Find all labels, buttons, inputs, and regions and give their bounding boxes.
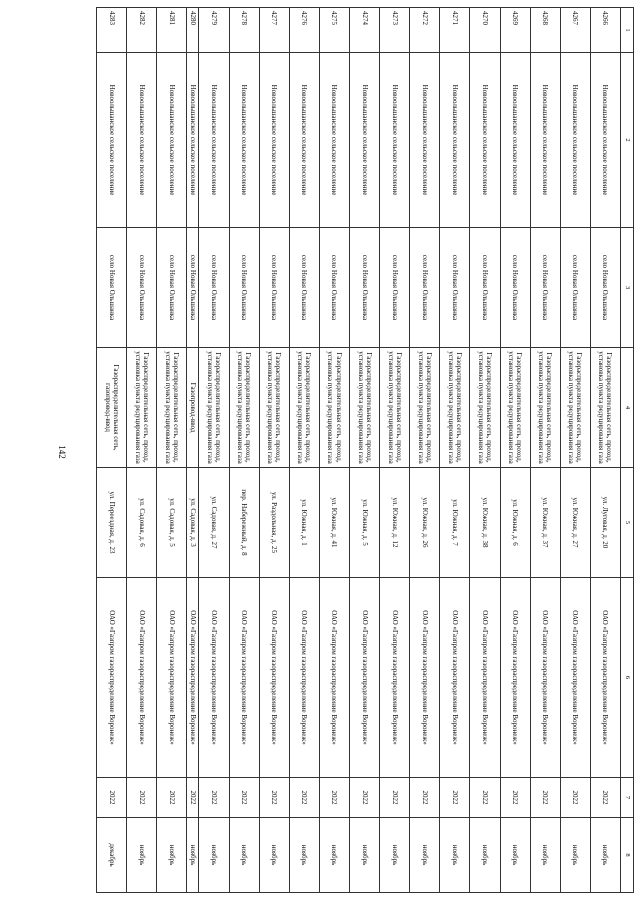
month-cell: ноябрь — [350, 818, 380, 893]
object-cell: Газораспределительная сеть, проход, установка пункта редуцирования газа — [560, 348, 590, 468]
row-number: 4282 — [127, 8, 157, 53]
column-header-1: 1 — [621, 8, 634, 53]
year-cell: 2022 — [380, 778, 410, 818]
year-cell: 2022 — [590, 778, 620, 818]
owner-cell: ОАО «Газпром газораспределение Воронеж» — [127, 578, 157, 778]
table-row — [440, 8, 470, 893]
owner-cell: ОАО «Газпром газораспределение Воронеж» — [289, 578, 319, 778]
object-cell: Газораспределительная сеть, проход, установка пункта редуцирования газа — [157, 348, 187, 468]
column-header-2: 2 — [621, 53, 634, 228]
table-row — [590, 8, 620, 893]
row-number: 4283 — [97, 8, 127, 53]
village-cell: село Новая Ольшанка — [319, 228, 349, 348]
table-row — [319, 8, 349, 893]
object-cell: Газораспределительная сеть, проход, установка пункта редуцирования газа — [259, 348, 289, 468]
data-table — [96, 7, 634, 893]
village-cell: село Новая Ольшанка — [127, 228, 157, 348]
village-cell: село Новая Ольшанка — [500, 228, 530, 348]
object-cell: Газораспределительная сеть, проход, установка пункта редуцирования газа — [380, 348, 410, 468]
object-cell: Газораспределительная сеть, проход, установка пункта редуцирования газа — [229, 348, 259, 468]
address-cell: ул. Южная, д. 12 — [380, 468, 410, 578]
address-cell: ул. Садовая, д. 6 — [127, 468, 157, 578]
object-cell: Газораспределительная сеть, проход, установка пункта редуцирования газа — [440, 348, 470, 468]
owner-cell: ОАО «Газпром газораспределение Воронеж» — [259, 578, 289, 778]
address-cell: ул. Южная, д. 26 — [410, 468, 440, 578]
year-cell: 2022 — [229, 778, 259, 818]
table-row — [97, 8, 127, 893]
owner-cell: ОАО «Газпром газораспределение Воронеж» — [500, 578, 530, 778]
settlement-cell: Новоольшанское сельское поселение — [97, 53, 127, 228]
column-header-6: 6 — [621, 578, 634, 778]
settlement-cell: Новоольшанское сельское поселение — [380, 53, 410, 228]
table-row — [187, 8, 199, 893]
village-cell: село Новая Ольшанка — [259, 228, 289, 348]
owner-cell: ОАО «Газпром газораспределение Воронеж» — [350, 578, 380, 778]
object-cell: Газораспределительная сеть, проход, установка пункта редуцирования газа — [410, 348, 440, 468]
village-cell: село Новая Ольшанка — [530, 228, 560, 348]
object-cell: Газораспределительная сеть, проход, установка пункта редуцирования газа — [500, 348, 530, 468]
row-number: 4281 — [157, 8, 187, 53]
village-cell: село Новая Ольшанка — [410, 228, 440, 348]
column-header-3: 3 — [621, 228, 634, 348]
row-number: 4276 — [289, 8, 319, 53]
column-header-5: 5 — [621, 468, 634, 578]
column-header-4: 4 — [621, 348, 634, 468]
object-cell: Газопровод-ввод — [187, 348, 199, 468]
month-cell: ноябрь — [199, 818, 229, 893]
year-cell: 2022 — [350, 778, 380, 818]
table-row — [380, 8, 410, 893]
row-number: 4266 — [590, 8, 620, 53]
row-number: 4270 — [470, 8, 500, 53]
year-cell: 2022 — [440, 778, 470, 818]
year-cell: 2022 — [560, 778, 590, 818]
owner-cell: ОАО «Газпром газораспределение Воронеж» — [560, 578, 590, 778]
month-cell: декабрь — [97, 818, 127, 893]
village-cell: село Новая Ольшанка — [97, 228, 127, 348]
village-cell: село Новая Ольшанка — [470, 228, 500, 348]
object-cell: Газораспределительная сеть, проход, установка пункта редуцирования газа — [199, 348, 229, 468]
address-cell: ул. Южная, д. 6 — [500, 468, 530, 578]
row-number: 4267 — [560, 8, 590, 53]
year-cell: 2022 — [500, 778, 530, 818]
owner-cell: ОАО «Газпром газораспределение Воронеж» — [97, 578, 127, 778]
owner-cell: ОАО «Газпром газораспределение Воронеж» — [319, 578, 349, 778]
settlement-cell: Новоольшанское сельское поселение — [259, 53, 289, 228]
object-cell: Газораспределительная сеть, проход, установка пункта редуцирования газа — [319, 348, 349, 468]
month-cell: ноябрь — [590, 818, 620, 893]
address-cell: ул. Южная, д. 7 — [440, 468, 470, 578]
year-cell: 2022 — [319, 778, 349, 818]
village-cell: село Новая Ольшанка — [440, 228, 470, 348]
address-cell: ул. Южная, д. 41 — [319, 468, 349, 578]
village-cell: село Новая Ольшанка — [380, 228, 410, 348]
settlement-cell: Новоольшанское сельское поселение — [199, 53, 229, 228]
month-cell: ноябрь — [187, 818, 199, 893]
month-cell: ноябрь — [440, 818, 470, 893]
address-cell: ул. Садовая, д. 3 — [187, 468, 199, 578]
table-row — [350, 8, 380, 893]
settlement-cell: Новоольшанское сельское поселение — [350, 53, 380, 228]
address-cell: ул. Луговая, д. 20 — [590, 468, 620, 578]
year-cell: 2022 — [259, 778, 289, 818]
month-cell: ноябрь — [500, 818, 530, 893]
village-cell: село Новая Ольшанка — [157, 228, 187, 348]
owner-cell: ОАО «Газпром газораспределение Воронеж» — [590, 578, 620, 778]
month-cell: ноябрь — [530, 818, 560, 893]
year-cell: 2022 — [97, 778, 127, 818]
village-cell: село Новая Ольшанка — [560, 228, 590, 348]
month-cell: ноябрь — [289, 818, 319, 893]
settlement-cell: Новоольшанское сельское поселение — [560, 53, 590, 228]
row-number: 4273 — [380, 8, 410, 53]
row-number: 4268 — [530, 8, 560, 53]
row-number: 4280 — [187, 8, 199, 53]
header-row — [621, 8, 634, 893]
month-cell: ноябрь — [259, 818, 289, 893]
year-cell: 2022 — [289, 778, 319, 818]
object-cell: Газораспределительная сеть, проход, установка пункта редуцирования газа — [127, 348, 157, 468]
year-cell: 2022 — [199, 778, 229, 818]
month-cell: ноябрь — [560, 818, 590, 893]
month-cell: ноябрь — [127, 818, 157, 893]
year-cell: 2022 — [157, 778, 187, 818]
table-row — [229, 8, 259, 893]
settlement-cell: Новоольшанское сельское поселение — [289, 53, 319, 228]
row-number: 4279 — [199, 8, 229, 53]
owner-cell: ОАО «Газпром газораспределение Воронеж» — [440, 578, 470, 778]
page-number: 142 — [57, 445, 67, 459]
village-cell: село Новая Ольшанка — [350, 228, 380, 348]
table-row — [470, 8, 500, 893]
table-row — [157, 8, 187, 893]
village-cell: село Новая Ольшанка — [590, 228, 620, 348]
settlement-cell: Новоольшанское сельское поселение — [470, 53, 500, 228]
year-cell: 2022 — [410, 778, 440, 818]
object-cell: Газораспределительная сеть, проход, установка пункта редуцирования газа — [350, 348, 380, 468]
object-cell: Газораспределительная сеть, проход, установка пункта редуцирования газа — [530, 348, 560, 468]
table-row — [500, 8, 530, 893]
table-row — [560, 8, 590, 893]
month-cell: ноябрь — [380, 818, 410, 893]
object-cell: Газораспределительная сеть, проход, установка пункта редуцирования газа — [289, 348, 319, 468]
table-row — [289, 8, 319, 893]
row-number: 4274 — [350, 8, 380, 53]
address-cell: ул. Южная, д. 37 — [530, 468, 560, 578]
table-row — [410, 8, 440, 893]
village-cell: село Новая Ольшанка — [229, 228, 259, 348]
owner-cell: ОАО «Газпром газораспределение Воронеж» — [229, 578, 259, 778]
owner-cell: ОАО «Газпром газораспределение Воронеж» — [199, 578, 229, 778]
year-cell: 2022 — [127, 778, 157, 818]
settlement-cell: Новоольшанское сельское поселение — [187, 53, 199, 228]
table-row — [199, 8, 229, 893]
owner-cell: ОАО «Газпром газораспределение Воронеж» — [410, 578, 440, 778]
village-cell: село Новая Ольшанка — [199, 228, 229, 348]
month-cell: ноябрь — [157, 818, 187, 893]
owner-cell: ОАО «Газпром газораспределение Воронеж» — [187, 578, 199, 778]
settlement-cell: Новоольшанское сельское поселение — [157, 53, 187, 228]
rotated-table-container — [96, 7, 634, 892]
year-cell: 2022 — [530, 778, 560, 818]
settlement-cell: Новоольшанское сельское поселение — [410, 53, 440, 228]
address-cell: ул. Садовая, д. 27 — [199, 468, 229, 578]
row-number: 4269 — [500, 8, 530, 53]
owner-cell: ОАО «Газпром газораспределение Воронеж» — [157, 578, 187, 778]
settlement-cell: Новоольшанское сельское поселение — [530, 53, 560, 228]
address-cell: ул. Раздольная, д. 25 — [259, 468, 289, 578]
address-cell: ул. Переездная, д. 23 — [97, 468, 127, 578]
year-cell: 2022 — [187, 778, 199, 818]
row-number: 4277 — [259, 8, 289, 53]
address-cell: ул. Южная, д. 1 — [289, 468, 319, 578]
column-header-7: 7 — [621, 778, 634, 818]
month-cell: ноябрь — [410, 818, 440, 893]
settlement-cell: Новоольшанское сельское поселение — [127, 53, 157, 228]
row-number: 4271 — [440, 8, 470, 53]
settlement-cell: Новоольшанское сельское поселение — [590, 53, 620, 228]
row-number: 4275 — [319, 8, 349, 53]
table-row — [259, 8, 289, 893]
address-cell: ул. Южная, д. 38 — [470, 468, 500, 578]
year-cell: 2022 — [470, 778, 500, 818]
settlement-cell: Новоольшанское сельское поселение — [440, 53, 470, 228]
column-header-8: 8 — [621, 818, 634, 893]
village-cell: село Новая Ольшанка — [289, 228, 319, 348]
owner-cell: ОАО «Газпром газораспределение Воронеж» — [470, 578, 500, 778]
address-cell: ул. Южная, д. 27 — [560, 468, 590, 578]
settlement-cell: Новоольшанское сельское поселение — [500, 53, 530, 228]
table-row — [530, 8, 560, 893]
village-cell: село Новая Ольшанка — [187, 228, 199, 348]
table-row — [127, 8, 157, 893]
row-number: 4278 — [229, 8, 259, 53]
object-cell: Газораспределительная сеть, проход, установка пункта редуцирования газа — [470, 348, 500, 468]
owner-cell: ОАО «Газпром газораспределение Воронеж» — [530, 578, 560, 778]
object-cell: Газораспределительная сеть, проход, установка пункта редуцирования газа — [590, 348, 620, 468]
object-cell: Газораспределительная сеть, газопровод-ввод — [97, 348, 127, 468]
owner-cell: ОАО «Газпром газораспределение Воронеж» — [380, 578, 410, 778]
settlement-cell: Новоольшанское сельское поселение — [229, 53, 259, 228]
month-cell: ноябрь — [470, 818, 500, 893]
settlement-cell: Новоольшанское сельское поселение — [319, 53, 349, 228]
address-cell: ул. Садовая, д. 5 — [157, 468, 187, 578]
month-cell: ноябрь — [319, 818, 349, 893]
row-number: 4272 — [410, 8, 440, 53]
month-cell: ноябрь — [229, 818, 259, 893]
address-cell: пер. Набережный, д. 8 — [229, 468, 259, 578]
address-cell: ул. Южная, д. 5 — [350, 468, 380, 578]
